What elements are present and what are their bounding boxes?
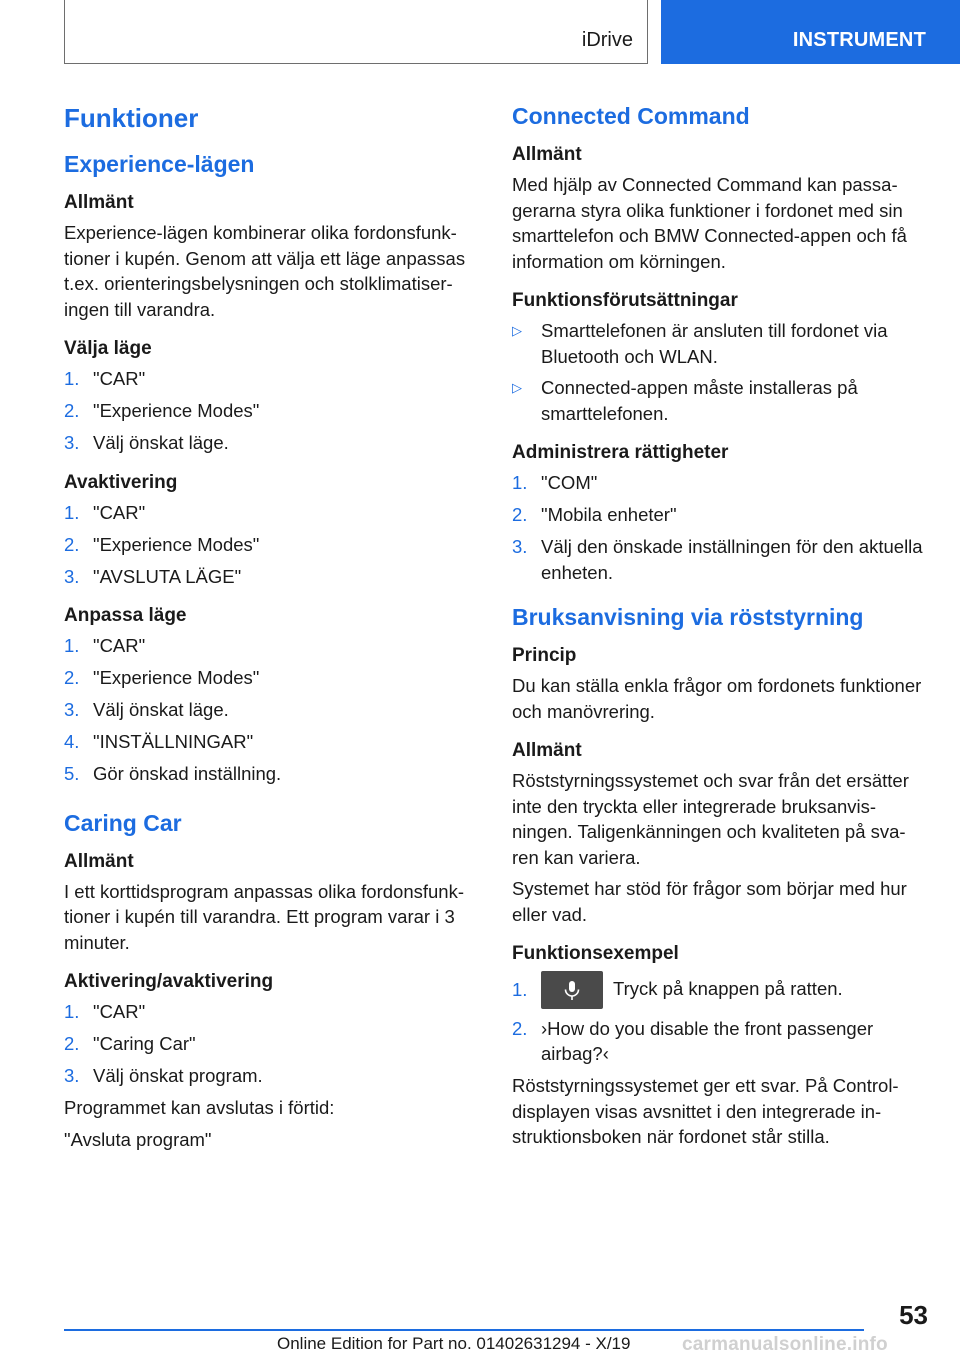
end-program-text: Programmet kan avslutas i förtid: [64,1097,335,1118]
page-title: Funktioner [64,103,199,133]
caring-car-heading: Caring Car [64,809,182,836]
list-item: 4. "INSTÄLLNINGAR" [64,731,254,752]
end-program-command: "Avsluta program" [64,1128,212,1150]
voice-general-text-1: Röststyrningssystemet och svar från det ersätter inte den tryckta eller integrerade bruksanvisningen. Taligenkänningen och kvaliteten på svaren kan variera. [512,770,909,868]
experience-general-heading: Allmänt [64,192,134,213]
right-column [512,100,924,1156]
list-item: 1. "CAR" [64,1001,146,1022]
caring-general-heading: Allmänt [64,850,134,872]
voice-result-text: Röststyrningssystemet ger ett svar. På Control-displayen visas avsnittet i den integrerade instruktionsboken när fordonet står stilla. [512,1075,899,1147]
triangle-bullet-icon: ▷ [512,380,522,395]
voice-general-text-2: Systemet har stöd för frågor som börjar med hur eller vad. [512,878,907,925]
principle-heading: Princip [512,645,577,666]
list-item: 3. "AVSLUTA LÄGE" [64,565,242,587]
list-item: 1. "CAR" [64,635,146,656]
section-label: iDrive [581,29,633,51]
list-item: ▷ Smarttelefonen är ansluten till fordonet via Bluetooth och WLAN. [512,318,924,369]
list-item: 1. "COM" [512,472,598,493]
list-item: 2. "Caring Car" [64,1033,196,1054]
requirements-list [512,318,924,426]
list-item: 1. "CAR" [64,368,146,389]
list-item: 1. "CAR" [64,501,146,523]
connected-command-heading: Connected Command [512,103,750,129]
chapter-tab [661,0,960,64]
list-item: 2. ›How do you disable the front passenger airbag?‹ [512,1017,874,1064]
list-item: 2. "Mobila enheter" [512,504,677,525]
rights-steps [512,470,924,585]
connected-general-heading: Allmänt [512,144,582,165]
voice-manual-heading: Bruksanvisning via röststyrning [512,604,864,630]
activation-steps [64,999,476,1089]
list-item: 2. "Experience Modes" [64,533,260,555]
rights-heading: Administrera rättigheter [512,442,729,463]
example-steps [512,971,924,1067]
page-number: 53 [899,1300,928,1330]
list-item: 1. Tryck på knappen på ratten. [512,971,924,1009]
list-item: 3. Välj önskat program. [64,1065,263,1086]
requirements-heading: Funktionsförutsättningar [512,290,738,311]
deactivation-heading: Avaktivering [64,471,178,493]
voice-general-heading: Allmänt [512,740,582,761]
select-mode-heading: Välja läge [64,338,152,359]
footer-edition: Online Edition for Part no. 01402631294 - X/19 [277,1334,631,1353]
caring-general-text: I ett korttidsprogram anpassas olika fordonsfunktioner i kupén till varandra. Ett program varar i 3 minuter. [64,880,465,953]
list-item: 5. Gör önskad inställning. [64,763,282,784]
footer-divider [64,1329,864,1331]
microphone-icon [563,980,581,1002]
principle-text: Du kan ställa enkla frågor om fordonets funktioner och manövrering. [512,675,922,722]
adapt-mode-heading: Anpassa läge [64,605,187,626]
list-item: 2. "Experience Modes" [64,667,260,688]
left-column [64,100,476,1158]
list-item: 3. Välj önskat läge. [64,699,229,720]
section-header-box [64,0,648,64]
voice-button [541,971,603,1009]
list-item: 3. Välj önskat läge. [64,432,229,453]
watermark: carmanualsonline.info [682,1334,888,1355]
deactivation-steps [64,500,476,590]
list-item: 2. "Experience Modes" [64,400,260,421]
example-heading: Funktionsexempel [512,943,679,964]
experience-heading: Experience-lägen [64,151,255,177]
list-item: ▷ Connected-appen måste installeras på smarttelefonen. [512,375,924,426]
select-mode-steps [64,366,476,456]
experience-general-text: Experience-lägen kombinerar olika fordonsfunktioner i kupén. Genom att välja ett läge anpassas t.ex. orienteringsbelysningen och stolklimatiseringen till varandra. [64,222,466,320]
activation-heading: Aktivering/avaktivering [64,971,274,992]
triangle-bullet-icon: ▷ [512,323,522,338]
connected-general-text: Med hjälp av Connected Command kan passagerarna styra olika funktioner i fordonet med sin smarttelefon och BMW Connected-appen och få information om körningen. [512,174,907,272]
list-item: 3. Välj den önskade inställningen för den aktuella enheten. [512,536,923,583]
adapt-mode-steps [64,633,476,787]
chapter-label: INSTRUMENT [792,29,926,51]
